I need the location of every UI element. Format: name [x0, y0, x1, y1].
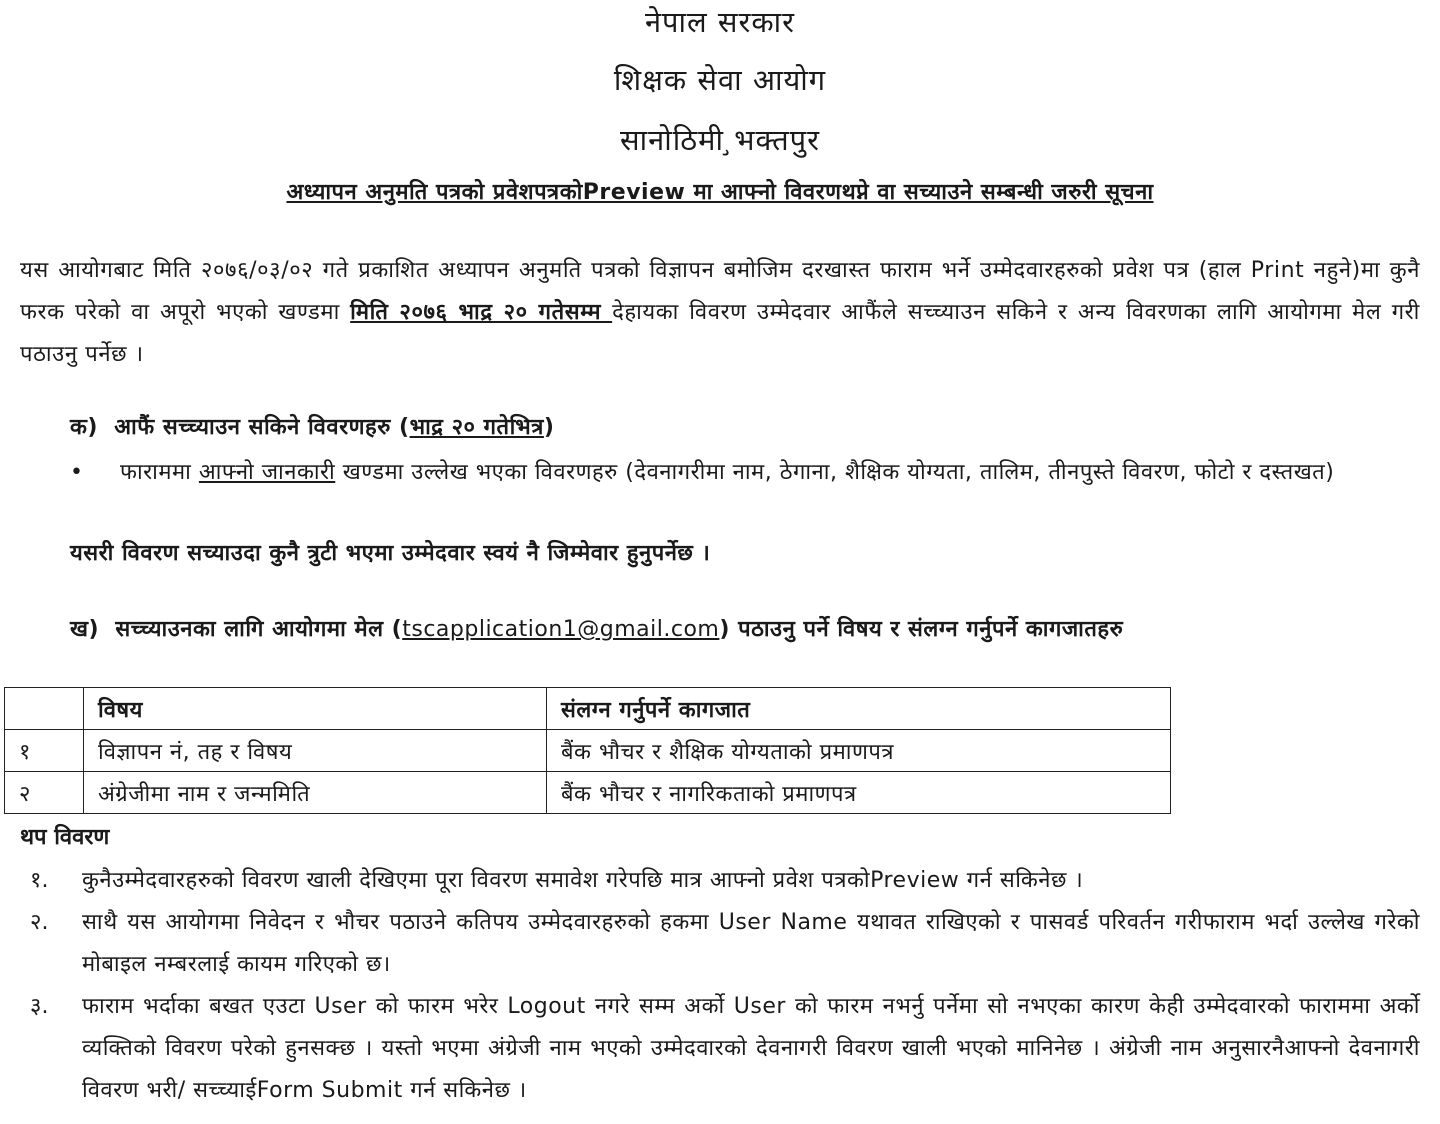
list-item-text: फाराम भर्दाका बखत एउटा User को फारम भरेर Logout नगरे सम्म अर्को User को फारम नभर्नु पर्नेमा सो नभएका कारण केही उम्मेदवारको फाराममा अर्को व्यक्तिको विवरण परेको हुनसक्छ । यस्तो भएमा अंग्रेजी नाम भएको उम्मेदवारको देवनागरी विवरण खाली भएको मानिनेछ । अंग्रेजी नाम अनुसारनैआफ्नो देवनागरी विवरण भरी/ सच्च्याईForm Submit गर्न सकिनेछ ।	[82, 994, 1420, 1103]
intro-part1: यस आयोगबाट मिति २०७६/०३/०२ गते प्रकाशित अध्यापन अनुमति पत्रको विज्ञापन बमोजिम दरखास्त फाराम भर्ने उम्मेदवारहरुको प्रवेश पत्र (हाल Print नहुने)मा कुनै फरक परेको वा अपूरो भएको खण्डमा	[20, 258, 1420, 325]
header-government: नेपाल सरकार	[644, 5, 796, 39]
table-header-cell	[5, 688, 84, 730]
table-cell: बैंक भौचर र शैक्षिक योग्यताको प्रमाणपत्र	[547, 730, 1171, 772]
table-cell: १	[5, 730, 84, 772]
table-cell: अंग्रेजीमा नाम र जन्ममिति	[84, 772, 547, 814]
bullet-icon: •	[70, 460, 83, 485]
section-kha-pre: सच्च्याउनका लागि आयोगमा मेल (	[115, 617, 403, 642]
table-header-cell: संलग्न गर्नुपर्ने कागजात	[547, 688, 1171, 730]
bullet-text	[120, 452, 1420, 494]
section-ka-prefix: क)	[70, 415, 98, 440]
header-commission: शिक्षक सेवा आयोग	[613, 63, 827, 97]
table-header-cell: विषय	[84, 688, 547, 730]
intro-part2: देहायका विवरण उम्मेदवार आफैंले सच्च्याउन सकिने र अन्य विवरणका लागि आयोगमा मेल गरी पठाउनु पर्नेछ ।	[20, 300, 1420, 367]
email-link[interactable]: tscapplication1@gmail.com	[402, 617, 720, 642]
bullet-pre: फाराममा	[120, 460, 199, 485]
section-ka-suffix: )	[543, 415, 555, 440]
table-cell: विज्ञापन नं, तह र विषय	[84, 730, 547, 772]
table-header-row	[5, 688, 1171, 730]
section-kha-heading	[70, 610, 1123, 650]
list-item-text: साथै यस आयोगमा निवेदन र भौचर पठाउने कतिपय उम्मेदवारहरुको हकमा User Name यथावत राखिएको र पासवर्ड परिवर्तन गरीफाराम भर्दा उल्लेख गरेको मोबाइल नम्बरलाई कायम गरिएको छ।	[82, 910, 1420, 977]
table-row	[5, 730, 1171, 772]
intro-deadline: मिति २०७६ भाद्र २० गतेसम्म	[350, 300, 613, 325]
table-cell: २	[5, 772, 84, 814]
table-row	[5, 772, 1171, 814]
list-item-number: ३.	[30, 994, 49, 1019]
my-info-link: आफ्नो जानकारी	[198, 460, 336, 485]
section-kha-post: ) पठाउनु पर्ने विषय र संलग्न गर्नुपर्ने कागजातहरु	[719, 617, 1124, 642]
intro-paragraph	[20, 250, 1420, 376]
section-ka-title: आफैं सच्च्याउन सकिने विवरणहरु (	[114, 415, 410, 440]
extra-details-title: थप विवरण	[20, 825, 110, 850]
documents-table	[4, 687, 1171, 814]
table-cell: बैंक भौचर र नागरिकताको प्रमाणपत्र	[547, 772, 1171, 814]
header-address: सानोठिमी ̧भक्तपुर	[620, 123, 820, 157]
list-item-text: कुनैउम्मेदवारहरुको विवरण खाली देखिएमा पूरा विवरण समावेश गरेपछि मात्र आफ्नो प्रवेश पत्रकोPreview गर्न सकिनेछ ।	[82, 868, 1084, 893]
warning-text: यसरी विवरण सच्याउदा कुनै त्रुटी भएमा उम्मेदवार स्वयं नै जिम्मेवार हुनुपर्नेछ ।	[70, 541, 711, 566]
section-ka-heading	[70, 408, 554, 448]
notice-subject: अध्यापन अनुमति पत्रको प्रवेशपत्रकोPreview मा आफ्नो विवरणथप्ने वा सच्याउने सम्बन्धी जरुरी सूचना	[286, 180, 1154, 205]
section-ka-deadline: भाद्र २० गतेभित्र	[409, 415, 544, 440]
section-kha-prefix: ख)	[70, 617, 100, 642]
list-item-number: २.	[30, 910, 49, 935]
list-item-number: १.	[30, 868, 49, 893]
bullet-post: खण्डमा उल्लेख भएका विवरणहरु (देवनागरीमा नाम, ठेगाना, शैक्षिक योग्यता, तालिम, तीनपुस्ते विवरण, फोटो र दस्तखत)	[335, 460, 1335, 485]
